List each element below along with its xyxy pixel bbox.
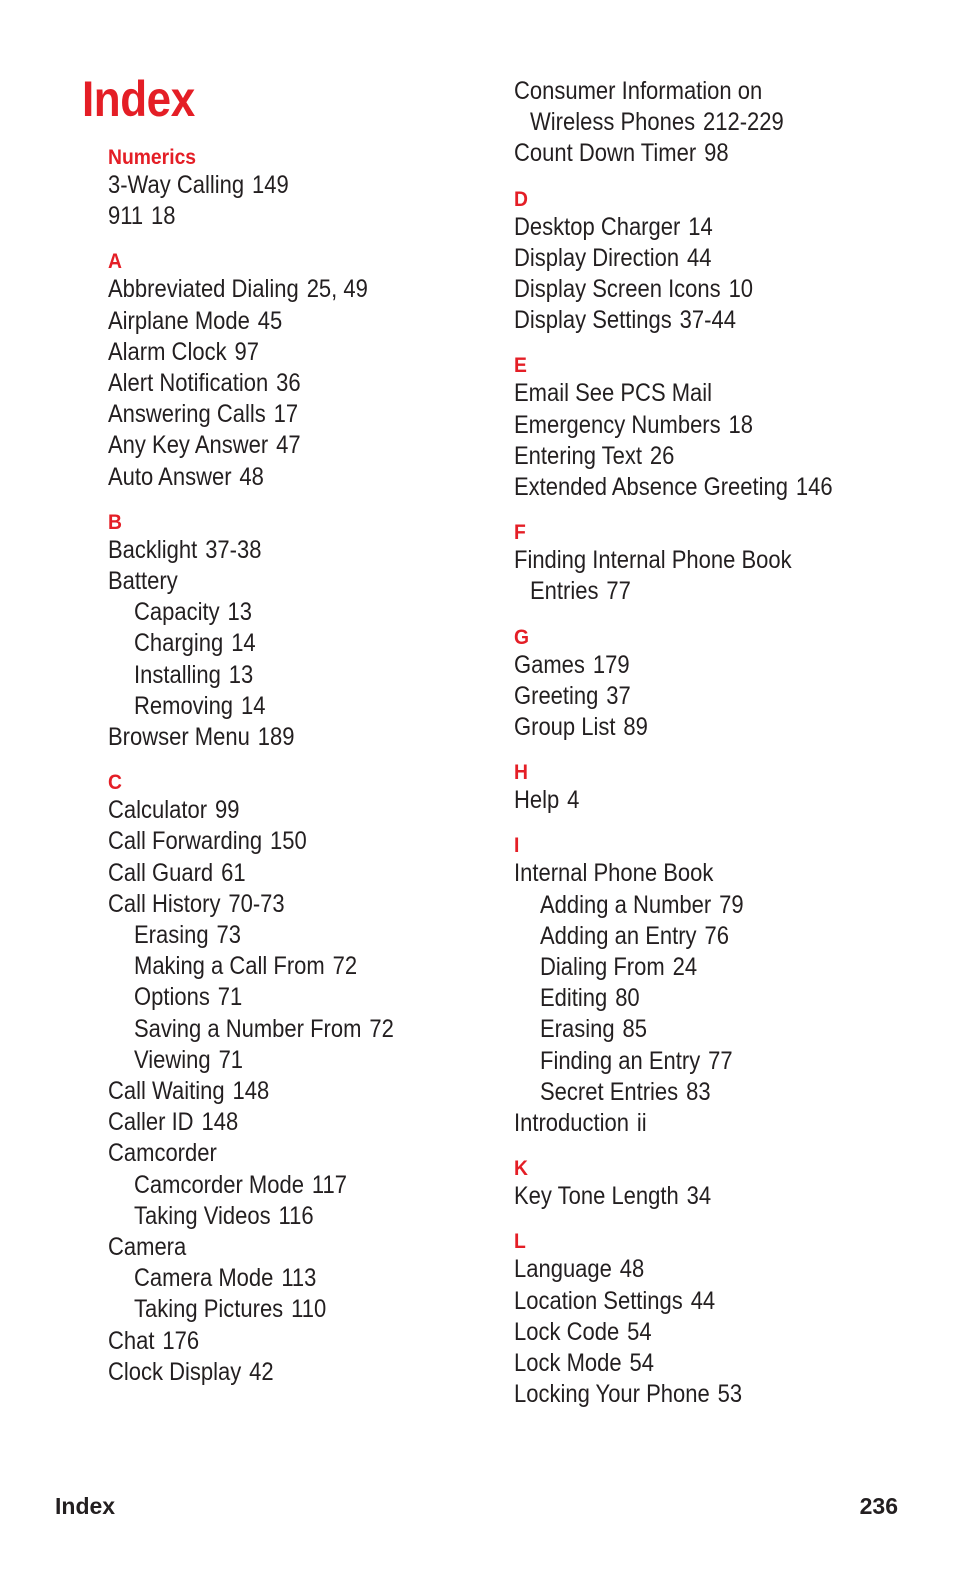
index-term: Calculator xyxy=(108,796,208,825)
index-term: Display Settings xyxy=(514,306,672,335)
index-page-ref: 53 xyxy=(717,1380,743,1409)
index-term: Capacity xyxy=(134,598,220,627)
index-page-ref: 26 xyxy=(649,441,675,470)
index-term: Camera xyxy=(108,1233,187,1261)
index-letter-heading: G xyxy=(514,625,530,649)
index-entry xyxy=(108,566,178,597)
index-entry xyxy=(108,337,259,368)
index-term: Internal Phone Book xyxy=(514,859,714,888)
index-page-ref: 44 xyxy=(686,243,712,272)
index-term: Camera Mode xyxy=(134,1264,274,1293)
page-title: Index xyxy=(82,71,195,127)
index-entry xyxy=(514,274,753,305)
index-term: Chat xyxy=(108,1326,155,1355)
index-subentry xyxy=(540,952,697,983)
index-entry xyxy=(514,212,713,243)
index-term: Call History xyxy=(108,889,221,918)
index-entry xyxy=(514,785,579,816)
index-term: Erasing xyxy=(134,921,209,949)
index-page-ref: 71 xyxy=(218,1045,244,1074)
index-entry xyxy=(514,1286,715,1317)
index-page-ref: 14 xyxy=(231,629,256,658)
index-term: Removing xyxy=(134,691,234,720)
index-page-ref: 44 xyxy=(690,1286,716,1315)
index-entry xyxy=(108,535,261,566)
index-term: Email See PCS Mail xyxy=(514,379,713,408)
index-term: Call Forwarding xyxy=(108,827,263,856)
index-term: Auto Answer xyxy=(108,462,232,491)
index-term: Consumer Information on xyxy=(514,77,763,105)
index-term: Erasing xyxy=(540,1015,615,1044)
index-subentry xyxy=(134,1170,347,1201)
index-page-ref: 54 xyxy=(627,1317,652,1346)
index-subentry xyxy=(540,983,640,1014)
index-entry xyxy=(108,1232,186,1263)
index-page-ref: 37-44 xyxy=(679,306,736,335)
index-entry xyxy=(514,712,648,743)
index-term: Abbreviated Dialing xyxy=(108,275,299,304)
index-page-ref: 117 xyxy=(311,1170,347,1199)
index-term: Taking Pictures xyxy=(134,1295,284,1324)
index-term: Games xyxy=(514,650,585,679)
index-page-ref: 37-38 xyxy=(205,535,262,564)
index-letter-heading: F xyxy=(514,521,526,545)
index-page-ref: 37 xyxy=(606,681,631,710)
index-subentry xyxy=(540,1014,647,1045)
index-term: Location Settings xyxy=(514,1286,683,1315)
index-entry xyxy=(514,650,630,681)
index-subentry xyxy=(540,1046,733,1077)
index-subentry xyxy=(134,1201,314,1232)
index-page-ref: 85 xyxy=(622,1015,647,1044)
index-entry xyxy=(108,826,307,857)
index-page-ref: 189 xyxy=(257,723,295,751)
index-entry xyxy=(108,201,175,232)
index-entry xyxy=(514,305,736,336)
index-letter-heading: I xyxy=(514,834,520,858)
index-term: Viewing xyxy=(134,1045,211,1074)
index-page-ref: 98 xyxy=(704,139,729,168)
index-entry xyxy=(514,76,762,107)
index-entry xyxy=(514,1254,644,1285)
index-term: Secret Entries xyxy=(540,1077,679,1106)
index-term: Alert Notification xyxy=(108,369,269,397)
index-term: Camcorder Mode xyxy=(134,1170,304,1199)
index-term: Wireless Phones xyxy=(530,108,696,137)
index-term: Lock Mode xyxy=(514,1349,622,1377)
index-term: Finding Internal Phone Book xyxy=(514,546,792,575)
index-letter-heading: K xyxy=(514,1157,528,1181)
index-entry xyxy=(108,1326,199,1357)
index-term: Browser Menu xyxy=(108,723,250,751)
index-term: Help xyxy=(514,786,560,815)
index-page-ref: ii xyxy=(636,1109,647,1137)
index-page-ref: 77 xyxy=(708,1046,733,1075)
index-page-ref: 4 xyxy=(567,786,580,815)
index-page-ref: 61 xyxy=(221,858,246,887)
index-entry xyxy=(108,306,282,337)
index-page-ref: 70-73 xyxy=(228,889,285,918)
index-entry xyxy=(108,1076,269,1107)
index-term: Locking Your Phone xyxy=(514,1380,710,1409)
index-page-ref: 72 xyxy=(369,1014,394,1043)
index-entry xyxy=(108,722,294,753)
index-letter-heading: A xyxy=(108,250,122,274)
index-subentry xyxy=(134,691,265,722)
index-subentry xyxy=(134,1045,243,1076)
index-term: Call Waiting xyxy=(108,1077,225,1105)
index-term: Count Down Timer xyxy=(514,139,697,168)
index-page-ref: 89 xyxy=(623,713,648,741)
index-term: Emergency Numbers xyxy=(514,410,721,439)
index-letter-heading: H xyxy=(514,761,528,785)
index-entry xyxy=(530,576,631,607)
index-term: Clock Display xyxy=(108,1357,242,1386)
index-term: Taking Videos xyxy=(134,1201,271,1230)
index-term: 911 xyxy=(108,202,144,231)
index-page-ref: 149 xyxy=(252,171,289,199)
index-page-ref: 10 xyxy=(728,275,754,303)
index-page-ref: 45 xyxy=(257,306,283,335)
index-entry xyxy=(108,170,289,201)
index-entry xyxy=(514,441,674,472)
index-entry xyxy=(514,1317,652,1348)
index-term: Answering Calls xyxy=(108,400,266,429)
index-term: Camcorder xyxy=(108,1139,217,1168)
index-entry xyxy=(514,378,712,409)
index-entry xyxy=(514,1181,711,1212)
index-subentry xyxy=(134,1014,394,1045)
index-page-ref: 148 xyxy=(201,1108,239,1137)
index-subentry xyxy=(134,1263,316,1294)
index-term: 3-Way Calling xyxy=(108,171,245,199)
index-term: Adding an Entry xyxy=(540,921,697,950)
index-entry xyxy=(108,1138,217,1169)
index-term: Finding an Entry xyxy=(540,1046,701,1075)
index-letter-heading: L xyxy=(514,1230,526,1254)
index-page-ref: 71 xyxy=(217,983,243,1012)
index-entry xyxy=(514,410,753,441)
index-page-ref: 34 xyxy=(686,1182,712,1211)
index-term: Display Direction xyxy=(514,243,680,272)
index-page-ref: 72 xyxy=(332,952,358,981)
index-entry xyxy=(108,430,301,461)
index-subentry xyxy=(134,951,357,982)
index-page-ref: 14 xyxy=(240,691,266,720)
index-term: Battery xyxy=(108,567,178,595)
index-term: Dialing From xyxy=(540,953,665,981)
index-page-ref: 113 xyxy=(281,1264,317,1293)
index-page-ref: 76 xyxy=(704,921,729,950)
index-page-ref: 83 xyxy=(686,1077,711,1106)
index-entry xyxy=(530,107,784,138)
footer-page-number: 236 xyxy=(859,1493,898,1519)
index-entry xyxy=(108,858,246,889)
index-term: Saving a Number From xyxy=(134,1014,362,1043)
index-entry xyxy=(514,1348,654,1379)
index-term: Airplane Mode xyxy=(108,306,250,335)
index-page-ref: 110 xyxy=(291,1295,327,1324)
index-page-ref: 25, 49 xyxy=(306,275,368,304)
index-term: Any Key Answer xyxy=(108,431,269,460)
index-term: Making a Call From xyxy=(134,952,325,981)
index-subentry xyxy=(540,890,744,921)
index-entry xyxy=(514,1108,647,1139)
index-page-ref: 18 xyxy=(728,410,754,439)
index-page-ref: 18 xyxy=(150,202,176,231)
index-page-ref: 148 xyxy=(232,1077,270,1105)
index-page-ref: 176 xyxy=(162,1326,200,1355)
index-page-ref: 48 xyxy=(619,1255,645,1284)
index-page-ref: 48 xyxy=(239,462,264,491)
index-page-ref: 150 xyxy=(269,827,307,856)
index-letter-heading: B xyxy=(108,510,122,534)
index-letter-heading: C xyxy=(108,771,122,795)
index-entry xyxy=(514,472,833,503)
index-subentry xyxy=(134,597,252,628)
index-subentry xyxy=(540,921,729,952)
index-term: Desktop Charger xyxy=(514,212,681,241)
index-term: Group List xyxy=(514,713,616,741)
index-term: Greeting xyxy=(514,681,599,710)
index-subentry xyxy=(134,660,253,691)
index-term: Options xyxy=(134,983,210,1012)
index-term: Installing xyxy=(134,660,221,689)
index-entry xyxy=(108,889,285,920)
index-entry xyxy=(108,1357,274,1388)
index-page-ref: 14 xyxy=(688,212,713,241)
index-term: Alarm Clock xyxy=(108,337,227,366)
index-letter-heading: E xyxy=(514,354,527,378)
index-term: Introduction xyxy=(514,1109,629,1137)
index-subentry xyxy=(540,1077,711,1108)
index-page-ref: 99 xyxy=(214,796,240,825)
index-term: Caller ID xyxy=(108,1108,194,1137)
index-page-ref: 116 xyxy=(278,1201,314,1230)
index-term: Extended Absence Greeting xyxy=(514,473,788,501)
index-term: Display Screen Icons xyxy=(514,275,721,303)
index-page-ref: 47 xyxy=(276,431,301,460)
index-term: Entering Text xyxy=(514,441,643,470)
index-page-ref: 77 xyxy=(606,577,631,606)
index-subentry xyxy=(134,628,256,659)
index-subentry xyxy=(134,920,241,951)
index-entry xyxy=(514,681,631,712)
index-term: Adding a Number xyxy=(540,890,712,919)
index-page-ref: 36 xyxy=(276,369,301,397)
index-entry xyxy=(514,858,713,889)
index-page-ref: 80 xyxy=(615,984,640,1013)
index-term: Call Guard xyxy=(108,858,214,887)
index-entry xyxy=(514,138,729,169)
index-term: Key Tone Length xyxy=(514,1182,679,1211)
index-entry xyxy=(108,399,298,430)
index-letter-heading: D xyxy=(514,187,528,211)
index-term: Charging xyxy=(134,629,224,658)
index-subentry xyxy=(134,982,242,1013)
index-page-ref: 54 xyxy=(629,1349,655,1377)
index-page-ref: 146 xyxy=(795,473,833,501)
index-term: Editing xyxy=(540,984,608,1013)
index-term: Backlight xyxy=(108,535,198,564)
index-entry xyxy=(108,368,301,399)
index-page-ref: 212-229 xyxy=(702,108,784,137)
index-term: Lock Code xyxy=(514,1317,620,1346)
index-entry xyxy=(108,1107,238,1138)
index-page-ref: 79 xyxy=(719,890,744,919)
index-entry xyxy=(108,274,368,305)
index-page-ref: 97 xyxy=(234,337,259,366)
footer-section-label: Index xyxy=(55,1493,116,1519)
index-entry xyxy=(108,795,239,826)
index-page-ref: 179 xyxy=(592,650,630,679)
index-term: Entries xyxy=(530,577,599,606)
index-page-ref: 17 xyxy=(273,400,299,429)
index-page-ref: 13 xyxy=(227,598,252,627)
index-page-ref: 24 xyxy=(672,953,698,981)
index-entry xyxy=(514,545,792,576)
index-term: Language xyxy=(514,1255,612,1284)
index-page-ref: 73 xyxy=(216,921,241,949)
index-subentry xyxy=(134,1294,326,1325)
index-entry xyxy=(108,462,264,493)
index-page-ref: 42 xyxy=(249,1357,274,1386)
index-letter-heading: Numerics xyxy=(108,146,197,169)
index-entry xyxy=(514,1379,742,1410)
index-entry xyxy=(514,243,711,274)
index-page-ref: 13 xyxy=(228,660,254,689)
